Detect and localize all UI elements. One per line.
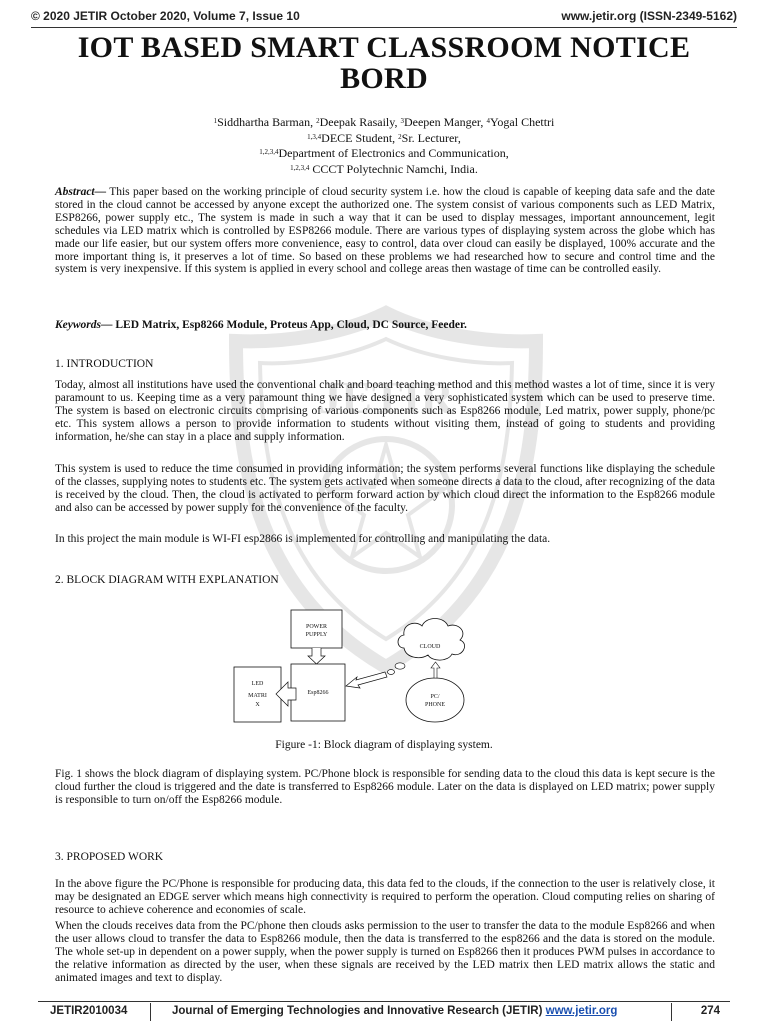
section-heading-block-diagram: 2. BLOCK DIAGRAM WITH EXPLANATION [55, 574, 279, 586]
proposed-paragraph-1: In the above figure the PC/Phone is responsible for producing data, this data fed to the clouds, if the connection to the user is relatively close, it may be designated an EDGE server which means high connectivity is required to perform the operation. Cloud computing relies on sharing of resource to achieve coherence and economies of scale. [55, 878, 715, 916]
intro-paragraph-2: This system is used to reduce the time consumed in providing information; the system performs several functions like displaying the schedule of the classes, supplying notes to students etc. The system gets activated when someone directs a data to the cloud, after recognizing of the data is received by the cloud. Then, the cloud is activated to perform forward action by which cloud direct the information to the Esp8266 module and also can be accessed by power supply for the convenience of the faculty. [55, 463, 715, 514]
proposed-paragraph-2: When the clouds receives data from the PC/phone then clouds asks permission to the user to transfer the data to the module Esp8266 and when the user allows cloud to transfer the data to Esp8266 module, then the data is transferred to the esp8266 and the data is stored on the module. The whole set-up in dependent on a power supply, when the power supply is turned on Esp8266 then it produces PWM pulses in accordance to the relative information as directed by the user, when these signals are received by the LED matrix then LED matrix allows the static and animated images and text to display. [55, 920, 715, 984]
intro-paragraph-1: Today, almost all institutions have used the conventional chalk and board teaching method and this method wastes a lot of time, since it is very paramount to us. Keeping time as a very paramount thing we have designed a very sophisticated system which can be used to preserve time. The system is based on electronic circuits comprising of various components such as Esp8266 module, Led matrix, power supply, phone/pc etc. This system allows a person to provide information to students without visiting them, instead of going to students and providing information, he/she can stay in a place and supply information. [55, 379, 715, 443]
pc-phone-label-1: PC/ [430, 694, 440, 700]
power-supply-label-2: PUPPLY [305, 632, 328, 638]
block-diagram-paragraph: Fig. 1 shows the block diagram of displaying system. PC/Phone block is responsible for sending data to the cloud this data is kept secure is the cloud further the cloud is triggered and the date is transferred to Esp8266 module. Later on the data is displayed on LED matrix; power supply is responsible to turn on/off the Esp8266 module. [55, 768, 715, 806]
power-to-esp-arrow [308, 648, 325, 664]
watermark-label: JETIR [318, 372, 454, 423]
footer-paper-id: JETIR2010034 [50, 1005, 128, 1017]
footer-separator [671, 1003, 672, 1021]
pc-to-cloud-arrow [431, 662, 440, 678]
page-header [31, 9, 737, 25]
author-block [0, 115, 768, 177]
cloud-to-esp-arrow [346, 672, 387, 688]
cloud-bubble-1 [395, 663, 405, 669]
led-matrix-label-3: X [255, 702, 260, 708]
led-matrix-label-1: LED [251, 681, 264, 687]
pc-phone-label-2: PHONE [424, 702, 446, 708]
cloud-label: CLOUD [419, 644, 441, 650]
block-diagram [230, 608, 480, 728]
cloud-bubble-2 [388, 670, 395, 675]
paper-title: IOT BASED SMART CLASSROOM NOTICE BORD [77, 31, 691, 95]
led-matrix-label-2: MATRI [248, 693, 267, 699]
intro-paragraph-3: In this project the main module is WI-FI esp2866 is implemented for controlling and manipulating the data. [55, 533, 551, 545]
footer-divider [38, 1001, 730, 1002]
keywords-label: Keywords— [55, 319, 113, 331]
keywords-text: LED Matrix, Esp8266 Module, Proteus App, Cloud, DC Source, Feeder. [112, 319, 467, 331]
footer-page-number: 274 [700, 1005, 720, 1017]
header-citation: © 2020 JETIR October 2020, Volume 7, Issue 10 [31, 9, 300, 23]
author-department: $^{1,2,3,4}$Department of Electronics and Communication, [259, 146, 509, 160]
keywords [55, 319, 715, 332]
abstract-label: Abstract— [55, 186, 107, 198]
section-heading-proposed-work: 3. PROPOSED WORK [55, 851, 164, 863]
pc-phone-block [406, 678, 464, 722]
footer-link[interactable]: www.jetir.org [545, 1005, 618, 1017]
author-roles: $^{1,3,4}$DECE Student, $^2$Sr. Lecturer, [307, 130, 461, 145]
footer-journal: Journal of Emerging Technologies and Innovative Research (JETIR) www.jetir.org [172, 1005, 618, 1017]
esp8266-label: Esp8266 [307, 690, 329, 696]
figure-caption: Figure -1: Block diagram of displaying system. [275, 739, 493, 751]
cloud-shape [398, 619, 465, 661]
header-divider [31, 27, 737, 28]
power-supply-label-1: POWER [306, 624, 327, 630]
footer-separator [150, 1003, 151, 1021]
author-names: $^1$Siddhartha Barman, $^2$Deepak Rasaily, $^3$Deepen Manger, $^4$Yogal Chettri [213, 115, 555, 129]
header-website: www.jetir.org (ISSN-2349-5162) [561, 9, 737, 23]
abstract [55, 186, 715, 276]
abstract-text: This paper based on the working principle of cloud security system i.e. how the cloud is capable of keeping data safe and the date stored in the cloud cannot be accessed by anyone except the authorized one. The system consist of various components such as LED Matrix, ESP8266, power supply etc., The system is made in such a way that it can be used to display messages, important announcement, legit schedules via LED matrix which is controlled by ESP8266 module. There are various types of displaying system across the globe which has made our life easier, but our system offers more convenience, easy to control, data over cloud can easily be displayed, 100% accurate and the more important thing is, it preserves a lot of time. So based on these problems we had researched how to secure and control time and the system is very inexpensive. If this system is applied in every school and college areas then wastage of time can be controlled easily. [55, 186, 715, 276]
page-footer [38, 1003, 730, 1021]
section-heading-introduction: 1. INTRODUCTION [55, 358, 154, 370]
author-institution: $^{1,2,3,4}$ CCCT Polytechnic Namchi, India. [290, 161, 478, 176]
